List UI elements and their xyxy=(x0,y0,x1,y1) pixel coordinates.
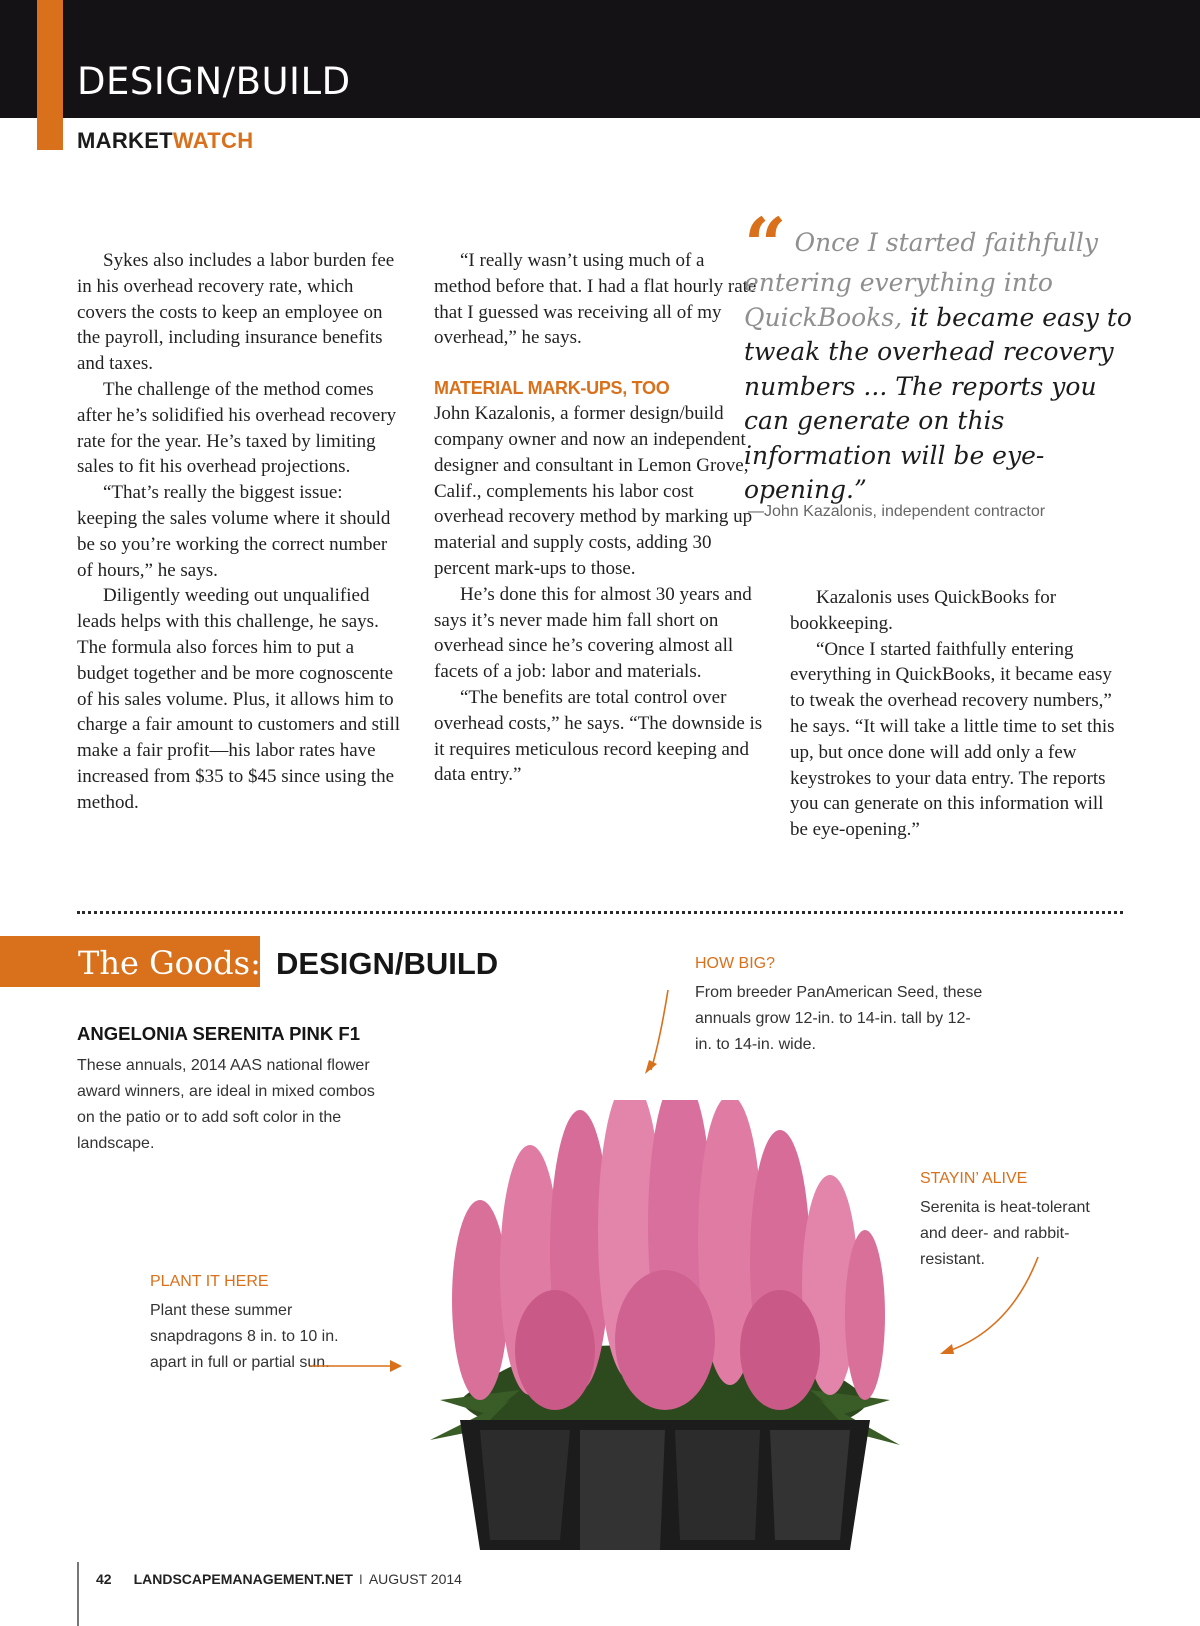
flower-spikes xyxy=(452,1100,885,1410)
page-number: 42 xyxy=(96,1571,112,1587)
footer xyxy=(96,1571,462,1587)
kicker xyxy=(77,128,253,154)
article-column-2 xyxy=(434,248,766,788)
divider xyxy=(77,911,1123,914)
pull-quote xyxy=(744,203,1134,508)
callout-stayin-heading: STAYIN’ ALIVE xyxy=(920,1170,1028,1187)
paragraph: Sykes also includes a labor burden fee in his overhead recovery rate, which covers the costs to keep an employee on the payroll, including insurance benefits and taxes. xyxy=(77,250,395,375)
quote-mark-icon: “ xyxy=(744,203,787,289)
footer-date: AUGUST 2014 xyxy=(368,1571,462,1587)
how-big-arrow-icon xyxy=(651,990,668,1070)
paragraph: “Once I started faithfully entering everything in QuickBooks, it became easy to tweak the overhead recovery numbers,” he says. “It will take a little time to set this up, but once done will add only a few keystrokes to your data entry. The reports you can generate on this information will be eye-opening.” xyxy=(790,638,1115,841)
paragraph: “I really wasn’t using much of a method before that. I had a flat hourly rate that I guessed was receiving all of my overhead,” he says. xyxy=(434,250,757,349)
section-title: DESIGN/BUILD xyxy=(77,60,351,103)
kicker-market: MARKET xyxy=(77,128,173,153)
paragraph: “The benefits are total control over overhead costs,” he says. “The downside is it requires meticulous record keeping and data entry.” xyxy=(434,686,763,786)
paragraph: Kazalonis uses QuickBooks for bookkeeping. xyxy=(790,587,1057,634)
paragraph: John Kazalonis, a former design/build company owner and now an independent designer and consultant in Lemon Grove, Calif., complements his labor cost overhead recovery method by marking up material and supply costs, adding 30 percent mark-ups to those. xyxy=(434,403,753,579)
accent-strip xyxy=(37,0,63,150)
paragraph: The challenge of the method comes after he’s solidified his overhead recovery rate for the year. He’s taxed by limiting sales to fit his overhead projections. xyxy=(77,378,397,478)
goods-label: The Goods: xyxy=(78,944,261,982)
flower-pot-image xyxy=(420,1100,910,1570)
callout-how-big-text: From breeder PanAmerican Seed, these annuals grow 12-in. to 14-in. tall by 12-in. to 14-in. wide. xyxy=(695,984,983,1053)
footer-site: LANDSCAPEMANAGEMENT.NET xyxy=(133,1571,353,1587)
paragraph: He’s done this for almost 30 years and says it’s never made him fall short on overhead since he’s covering almost all facets of a job: labor and materials. xyxy=(434,583,752,683)
article-column-1 xyxy=(77,248,407,816)
product-description: These annuals, 2014 AAS national flower award winners, are ideal in mixed combos on the patio or to add soft color in the landscape. xyxy=(77,1057,375,1152)
subhead: MATERIAL MARK-UPS, TOO xyxy=(434,378,670,399)
callout-plant-text: Plant these summer snapdragons 8 in. to 10 in. apart in full or partial sun. xyxy=(150,1302,339,1371)
footer-separator: I xyxy=(358,1571,363,1587)
product-name: ANGELONIA SERENITA PINK F1 xyxy=(77,1023,361,1044)
callout-plant-heading: PLANT IT HERE xyxy=(150,1273,269,1290)
kicker-watch: WATCH xyxy=(172,128,254,153)
pot-tray xyxy=(460,1420,870,1550)
paragraph: Diligently weeding out unqualified leads helps with this challenge, he says. The formula also forces him to put a budget together and be more cognoscente of his sales volume. Plus, it allows him to charge a fair amount to customers and still make a fair profit—his labor rates have increased from $35 to $45 since using the method. xyxy=(77,585,401,813)
paragraph: “That’s really the biggest issue: keeping the sales volume where it should be so you’re working the correct number of hours,” he says. xyxy=(77,482,391,581)
pull-quote-dark: it became easy to tweak the overhead recovery numbers ... The reports you can generate on this information will be eye-opening.” xyxy=(744,302,1132,504)
pull-quote-attribution: —John Kazalonis, independent contractor xyxy=(748,503,1046,520)
pull-quote-grey: Once I started faithfully entering everything into QuickBooks, xyxy=(744,228,1099,332)
callout-how-big-heading: HOW BIG? xyxy=(695,955,776,972)
goods-section: DESIGN/BUILD xyxy=(276,946,499,981)
article-column-3 xyxy=(790,585,1120,843)
footer-rule xyxy=(77,1562,79,1626)
callout-stayin-text: Serenita is heat-tolerant and deer- and rabbit-resistant. xyxy=(920,1199,1090,1268)
